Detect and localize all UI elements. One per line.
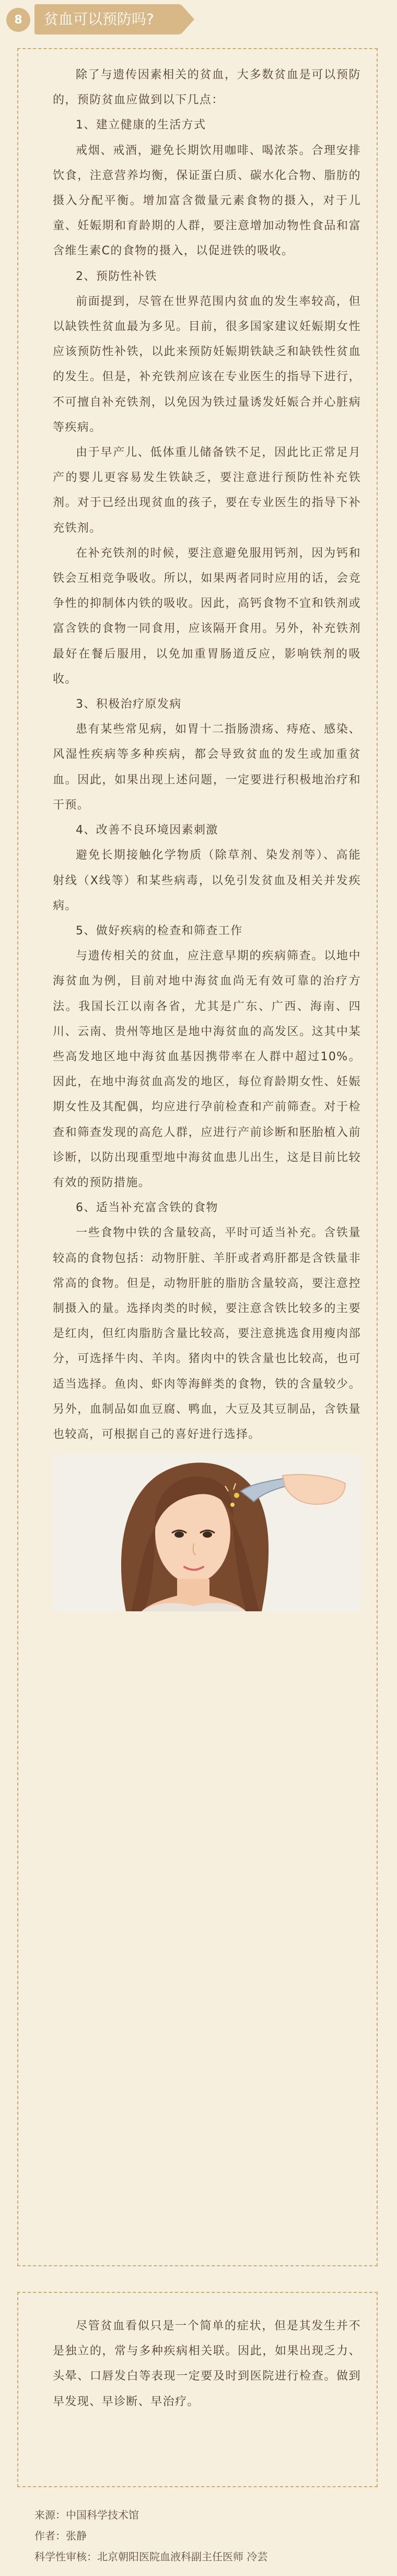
- section-paragraph: 戒烟、戒酒，避免长期饮用咖啡、喝浓茶。合理安排饮食，注意营养均衡，保证蛋白质、碳水化合物、脂肪的摄入分配平衡。增加富含微量元素食物的摄入，对于儿童、妊娠期和育龄期的人群，要注意增加动物性食品和富含维生素C的食物的摄入，以促进铁的吸收。: [53, 144, 361, 258]
- section-heading: 2、预防性补铁: [76, 270, 157, 283]
- credits-footer: [34, 2504, 379, 2567]
- summary-box: [17, 2292, 378, 2487]
- section-heading: 6、适当补充富含铁的食物: [76, 1201, 218, 1215]
- section-header: [0, 0, 397, 39]
- section-heading: 3、积极治疗原发病: [76, 698, 182, 711]
- reviewer-line: 科学性审核：北京朝阳医院血液科副主任医师 冷芸: [34, 2550, 268, 2563]
- section-heading: 5、做好疾病的检查和筛查工作: [76, 924, 243, 938]
- section-paragraph: 患有某些常见病，如胃十二指肠溃疡、痔疮、感染、风湿性疾病等多种疾病，都会导致贫血的发生或加重贫血。因此，如果出现上述问题，一定要进行积极地治疗和干预。: [53, 723, 361, 812]
- article-body: [53, 63, 361, 1617]
- page-title: 贫血可以预防吗?: [44, 10, 154, 28]
- title-banner: [34, 4, 181, 34]
- section-paragraph: 由于早产儿、低体重儿储备铁不足，因此比正常足月产的婴儿更容易发生铁缺乏，要注意进行预防性补充铁剂。对于已经出现贫血的孩子，要在专业医生的指导下补充铁剂。: [53, 446, 361, 535]
- section-paragraph: 与遗传相关的贫血，应注意早期的疾病筛查。以地中海贫血为例，目前对地中海贫血尚无有效可靠的治疗方法。我国长江以南各省，尤其是广东、广西、海南、四川、云南、贵州等地区是地中海贫血的高发区。这其中某些高发地区地中海贫血基因携带率在人群中超过10%。因此，在地中海贫血高发的地区，每位育龄期女性、妊娠期女性及其配偶，均应进行孕前检查和产前筛查。对于检查和筛查发现的高危人群，应进行产前诊断和胚胎植入前诊断，以防出现重型地中海贫血患儿出生，这是目前比较有效的预防措施。: [53, 950, 361, 1189]
- section-number: 8: [14, 13, 22, 27]
- section-paragraph: 在补充铁剂的时候，要注意避免服用钙剂，因为钙和铁会互相竞争吸收。所以，如果两者同时应用的话，会竞争性的抑制体内铁的吸收。因此，高钙食物不宜和铁剂或富含铁的食物一同食用，应该隔开食用。另外，补充铁剂最好在餐后服用，以免加重胃肠道反应，影响铁剂的吸收。: [53, 546, 361, 686]
- section-paragraph: 避免长期接触化学物质（除草剂、染发剂等）、高能射线（X线等）和某些病毒，以免引发贫血及相关并发疾病。: [53, 849, 361, 912]
- section-paragraph: 一些食物中铁的含量较高，平时可适当补充。含铁量较高的食物包括：动物肝脏、羊肝或者鸡肝都是含铁量非常高的食物。但是，动物肝脏的脂肪含量较高，要注意控制摄入的量。选择肉类的时候，要注意含铁比较多的主要是红肉，但红肉脂肪含量比较高，要注意挑选食用瘦肉部分，可选择牛肉、羊肉。猪肉中的铁含量也比较高，也可适当选择。鱼肉、虾肉等海鲜类的食物，铁的含量较少。另外，血制品如血豆腐、鸭血，大豆及其豆制品，含铁量也较高，可根据自己的喜好进行选择。: [53, 1226, 361, 1441]
- woman-eyedrop-image: [53, 1455, 361, 1611]
- section-heading: 1、建立健康的生活方式: [76, 119, 206, 132]
- source-line: 来源：中国科学技术馆: [34, 2509, 139, 2521]
- author-line: 作者：张静: [34, 2530, 87, 2542]
- summary-paragraph: 尽管贫血看似只是一个简单的症状，但是其发生并不是独立的，常与多种疾病相关联。因此，如果出现乏力、头晕、口唇发白等表现一定要及时到医院进行检查。做到早发现、早诊断、早治疗。: [53, 2320, 361, 2408]
- section-number-badge: [6, 8, 30, 32]
- intro-paragraph: 除了与遗传因素相关的贫血，大多数贫血是可以预防的，预防贫血应做到以下几点：: [53, 68, 361, 107]
- woman-illustration: [53, 1455, 361, 1611]
- section-heading: 4、改善不良环境因素刺激: [76, 824, 218, 837]
- section-paragraph: 前面提到，尽管在世界范围内贫血的发生率较高，但以缺铁性贫血最为多见。目前，很多国家建议妊娠期女性应该预防性补铁，以此来预防妊娠期铁缺乏和缺铁性贫血的发生。但是，补充铁剂应该在专业医生的指导下进行，不可擅自补充铁剂，以免因为铁过量诱发妊娠合并心脏病等疾病。: [53, 295, 361, 434]
- article-box: [17, 48, 378, 2266]
- summary-body: [53, 2314, 361, 2415]
